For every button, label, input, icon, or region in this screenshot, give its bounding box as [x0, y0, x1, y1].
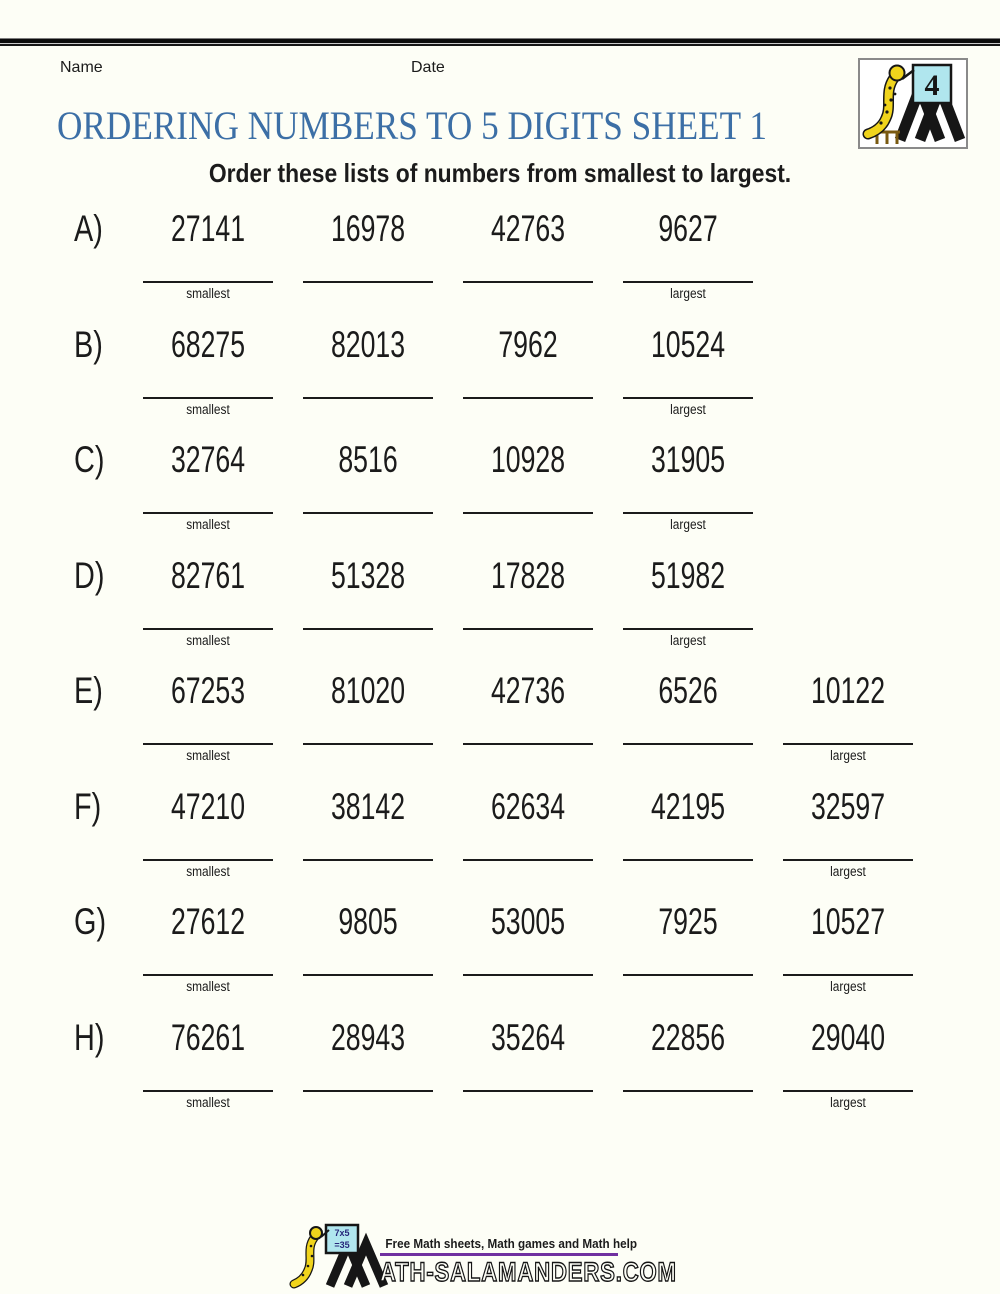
- number-cell: [608, 1017, 768, 1111]
- answer-blank-line: [143, 512, 273, 514]
- answer-blank-line: [303, 859, 433, 861]
- blank-label: [458, 286, 599, 302]
- blank-label: [618, 979, 759, 995]
- number-cell: [768, 901, 928, 995]
- number-cell: [768, 1017, 928, 1111]
- number-cell: [768, 786, 928, 880]
- row-cells: [128, 1017, 928, 1111]
- number-value: 8516: [338, 439, 398, 480]
- number-cell: [448, 324, 608, 418]
- answer-blank-line: [783, 1090, 913, 1092]
- number-cell: [448, 439, 608, 533]
- answer-blank-line: [463, 1090, 593, 1092]
- number-cell: [608, 324, 768, 418]
- number-value: 42736: [490, 670, 566, 711]
- number-value: 62634: [490, 785, 566, 827]
- answer-blank-line: [463, 743, 593, 745]
- number-value: 7925: [658, 901, 718, 942]
- answer-blank-line: [623, 859, 753, 861]
- number-value: 82761: [170, 554, 246, 596]
- number-value: 29040: [810, 1016, 886, 1058]
- answer-blank-line: [783, 974, 913, 976]
- row-letter: B): [74, 323, 103, 365]
- answer-blank-line: [143, 397, 273, 399]
- number-value: 27612: [170, 901, 246, 942]
- answer-blank-line: [623, 743, 753, 745]
- blank-label: [618, 1095, 759, 1111]
- salamander-mascot: [294, 1227, 329, 1284]
- salamander-grade-logo: [860, 60, 966, 147]
- number-value: 16978: [330, 208, 406, 249]
- number-cell: [608, 901, 768, 995]
- number-cell: [128, 670, 288, 764]
- number-cell: [128, 555, 288, 649]
- site-name: ATH-SALAMANDERS.COM: [380, 1257, 677, 1287]
- answer-blank-line: [143, 628, 273, 630]
- blank-label: [298, 517, 439, 533]
- number-value: 10928: [490, 439, 566, 480]
- number-value: 42195: [650, 785, 726, 827]
- number-value: 31905: [650, 439, 726, 480]
- row-cells: [128, 901, 928, 995]
- number-value: 47210: [170, 785, 246, 827]
- answer-blank-line: [463, 628, 593, 630]
- answer-blank-line: [623, 397, 753, 399]
- sign-line-2: =35: [334, 1240, 350, 1250]
- row-letter: A): [74, 208, 103, 249]
- blank-label: [298, 748, 439, 764]
- number-cell: [288, 786, 448, 880]
- number-cell: [448, 1017, 608, 1111]
- answer-blank-line: [303, 743, 433, 745]
- number-cell: [288, 901, 448, 995]
- smallest-label: smallest: [186, 632, 230, 648]
- number-cell: [128, 208, 288, 302]
- number-value: 76261: [170, 1016, 246, 1058]
- grade-4-badge: [858, 58, 968, 149]
- number-value: 53005: [490, 901, 566, 942]
- number-cell: [448, 901, 608, 995]
- row-cells: [128, 324, 768, 418]
- number-value: 28943: [330, 1016, 406, 1058]
- blank-label: [298, 286, 439, 302]
- number-cell: [448, 208, 608, 302]
- answer-blank-line: [463, 974, 593, 976]
- blank-label: [298, 864, 439, 880]
- instructions: Order these lists of numbers from smallest to largest.: [208, 158, 792, 188]
- footer-text: [380, 1236, 742, 1290]
- number-cell: [288, 1017, 448, 1111]
- answer-blank-line: [143, 974, 273, 976]
- largest-label: largest: [830, 1094, 866, 1110]
- number-value: 42763: [490, 208, 566, 249]
- problem-row: [0, 786, 1000, 888]
- number-cell: [128, 439, 288, 533]
- answer-blank-line: [303, 512, 433, 514]
- blank-label: [458, 633, 599, 649]
- footer-logo: [288, 1222, 392, 1290]
- number-value: 35264: [490, 1016, 566, 1058]
- salamander-footer-logo: [288, 1222, 392, 1290]
- number-value: 10524: [650, 323, 726, 365]
- row-letter: E): [74, 670, 103, 711]
- row-cells: [128, 670, 928, 764]
- footer-tagline: Free Math sheets, Math games and Math help: [385, 1236, 638, 1251]
- blank-label: [458, 864, 599, 880]
- top-rule-divider: [0, 38, 1000, 47]
- grade-number: 4: [924, 69, 940, 102]
- answer-blank-line: [623, 512, 753, 514]
- answer-blank-line: [623, 281, 753, 283]
- number-value: 22856: [650, 1016, 726, 1058]
- smallest-label: smallest: [186, 863, 230, 879]
- row-letter: C): [74, 439, 105, 480]
- largest-label: largest: [670, 632, 706, 648]
- largest-label: largest: [830, 863, 866, 879]
- row-letter: H): [74, 1016, 105, 1058]
- number-cell: [608, 670, 768, 764]
- number-cell: [288, 324, 448, 418]
- answer-blank-line: [463, 397, 593, 399]
- number-cell: [288, 208, 448, 302]
- answer-blank-line: [783, 743, 913, 745]
- blank-label: [298, 1095, 439, 1111]
- number-cell: [128, 324, 288, 418]
- answer-blank-line: [463, 512, 593, 514]
- number-cell: [288, 670, 448, 764]
- answer-blank-line: [623, 974, 753, 976]
- answer-blank-line: [303, 1090, 433, 1092]
- number-cell: [768, 670, 928, 764]
- smallest-label: smallest: [186, 401, 230, 417]
- blank-label: [298, 979, 439, 995]
- footer: [0, 1222, 1000, 1290]
- largest-label: largest: [830, 979, 866, 994]
- answer-blank-line: [143, 281, 273, 283]
- blank-label: [458, 979, 599, 995]
- number-cell: [448, 786, 608, 880]
- number-value: 67253: [170, 670, 246, 711]
- smallest-label: smallest: [186, 1094, 230, 1110]
- number-value: 51982: [650, 554, 726, 596]
- row-cells: [128, 555, 768, 649]
- number-cell: [288, 439, 448, 533]
- row-cells: [128, 439, 768, 533]
- number-cell: [288, 555, 448, 649]
- problem-row: [0, 324, 1000, 426]
- blank-label: [458, 517, 599, 533]
- blank-label: [458, 748, 599, 764]
- smallest-label: smallest: [186, 517, 230, 532]
- number-value: 32764: [170, 439, 246, 480]
- blank-label: [618, 864, 759, 880]
- number-cell: [128, 1017, 288, 1111]
- answer-blank-line: [143, 743, 273, 745]
- sign-line-1: 7x5: [334, 1228, 350, 1238]
- answer-blank-line: [303, 628, 433, 630]
- number-value: 81020: [330, 670, 406, 711]
- number-cell: [608, 439, 768, 533]
- number-value: 9805: [338, 901, 398, 942]
- blank-label: [618, 748, 759, 764]
- largest-label: largest: [670, 517, 706, 532]
- number-value: 10122: [810, 670, 886, 711]
- answer-blank-line: [303, 397, 433, 399]
- number-value: 68275: [170, 323, 246, 365]
- number-value: 10527: [810, 901, 886, 942]
- blank-label: [458, 1095, 599, 1111]
- number-value: 51328: [330, 554, 406, 596]
- answer-blank-line: [143, 1090, 273, 1092]
- row-cells: [128, 786, 928, 880]
- math-sign: [326, 1225, 358, 1253]
- row-letter: D): [74, 554, 105, 596]
- row-cells: [128, 208, 768, 302]
- largest-label: largest: [670, 286, 706, 301]
- answer-blank-line: [463, 281, 593, 283]
- number-value: 38142: [330, 785, 406, 827]
- row-letter: G): [74, 901, 107, 942]
- number-cell: [448, 670, 608, 764]
- number-value: 9627: [658, 208, 718, 249]
- number-cell: [608, 786, 768, 880]
- answer-blank-line: [463, 859, 593, 861]
- blank-label: [458, 402, 599, 418]
- smallest-label: smallest: [186, 286, 230, 301]
- number-cell: [128, 901, 288, 995]
- number-cell: [608, 555, 768, 649]
- problem-row: [0, 439, 1000, 541]
- number-cell: [608, 208, 768, 302]
- problem-row: [0, 670, 1000, 772]
- name-label: Name: [60, 59, 103, 76]
- number-value: 17828: [490, 554, 566, 596]
- number-value: 6526: [658, 670, 718, 711]
- largest-label: largest: [830, 748, 866, 763]
- answer-blank-line: [623, 628, 753, 630]
- problem-row: [0, 1017, 1000, 1119]
- number-cell: [128, 786, 288, 880]
- number-value: 82013: [330, 323, 406, 365]
- smallest-label: smallest: [186, 979, 230, 994]
- blank-label: [298, 633, 439, 649]
- row-letter: F): [74, 785, 102, 827]
- number-value: 32597: [810, 785, 886, 827]
- largest-label: largest: [670, 401, 706, 417]
- answer-blank-line: [623, 1090, 753, 1092]
- problem-row: [0, 555, 1000, 657]
- number-value: 27141: [170, 208, 246, 249]
- answer-blank-line: [143, 859, 273, 861]
- number-value: 7962: [498, 323, 558, 365]
- smallest-label: smallest: [186, 748, 230, 763]
- number-cell: [448, 555, 608, 649]
- grade-sign: [913, 65, 951, 103]
- answer-blank-line: [303, 281, 433, 283]
- purple-rule: [380, 1253, 618, 1256]
- page-title: ORDERING NUMBERS TO 5 DIGITS SHEET 1: [57, 103, 767, 148]
- problem-row: [0, 901, 1000, 1003]
- answer-blank-line: [783, 859, 913, 861]
- answer-blank-line: [303, 974, 433, 976]
- problem-row: [0, 208, 1000, 310]
- date-label: Date: [411, 59, 445, 76]
- blank-label: [298, 402, 439, 418]
